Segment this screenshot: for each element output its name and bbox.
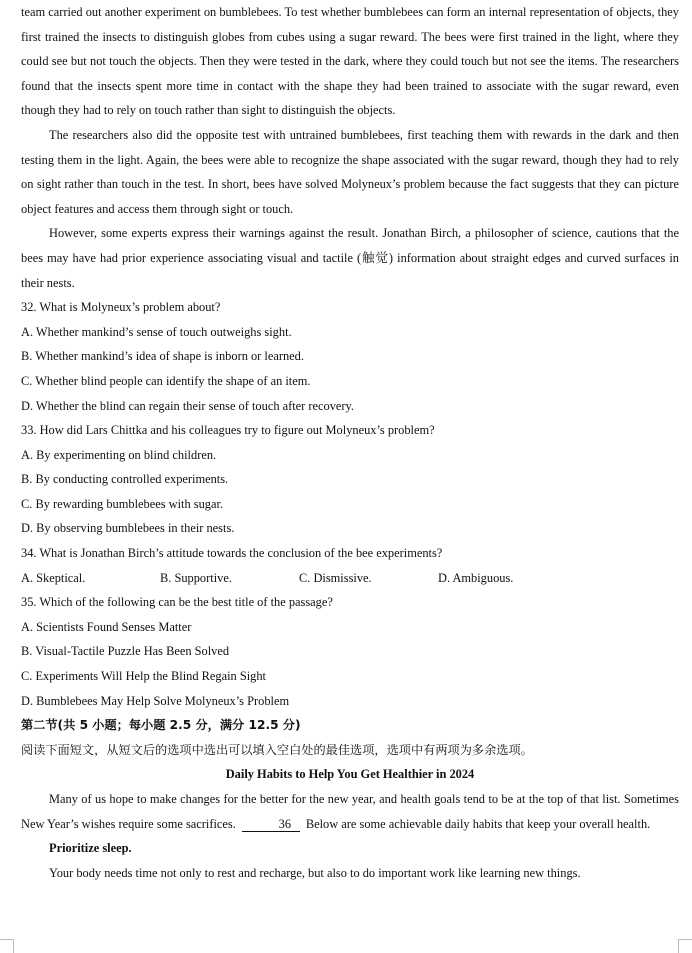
- question-32: [21, 295, 679, 418]
- option-c: C. Dismissive.: [299, 570, 372, 585]
- section-instructions: 阅读下面短文，从短文后的选项中选出可以填入空白处的最佳选项，选项中有两项为多余选项。: [21, 742, 533, 757]
- option-b: B. Supportive.: [160, 570, 232, 585]
- passage-c: [21, 0, 679, 295]
- crop-mark-left: [0, 939, 14, 953]
- passage-paragraph-2: The researchers also did the opposite test with untrained bumblebees, first teaching them with rewards in the dark and then testing them in the light. Again, the bees were able to recognize the shape associated with the sugar reward, though they had to rely on sight rather than touch in the test. In short, bees have solved Molyneux’s problem because the fact suggests that they can picture object features and access them through sight or touch.: [21, 127, 679, 216]
- option-c: C. Whether blind people can identify the shape of an item.: [21, 373, 311, 388]
- passage-title: Daily Habits to Help You Get Healthier in 2024: [225, 767, 475, 782]
- option-b: B. By conducting controlled experiments.: [21, 472, 229, 487]
- passage-paragraph-1: team carried out another experiment on bumblebees. To test whether bumblebees can form an internal representation of objects, they first trained the insects to distinguish globes from cubes using a sugar reward. The bees were first trained in the light, where they could see but not touch the objects. Then they were tested in the dark, where they could touch but not see the items. The researchers found that the insects spent more time in contact with the shape they had been trained to associate with the sugar reward, even though they had to rely on touch rather than sight to distinguish the objects.: [21, 5, 679, 118]
- question-stem: 33. How did Lars Chittka and his colleagues try to figure out Molyneux’s problem?: [21, 423, 435, 438]
- passage-paragraph-3: However, some experts express their warnings against the result. Jonathan Birch, a philosopher of science, cautions that the bees may have had prior experience associating visual and tactile (触觉) information about straight edges and curved surfaces in their nests.: [21, 226, 679, 290]
- option-a: A. Whether mankind’s sense of touch outweighs sight.: [21, 324, 292, 339]
- question-stem: 35. Which of the following can be the best title of the passage?: [21, 595, 333, 610]
- question-34: [21, 541, 679, 590]
- passage-paragraph-2: Your body needs time not only to rest and recharge, but also to do important work like learning new things.: [49, 865, 581, 880]
- question-33: [21, 418, 679, 541]
- question-35: [21, 590, 679, 713]
- option-c: C. Experiments Will Help the Blind Regain Sight: [21, 669, 266, 684]
- blank-36: 36: [242, 817, 300, 832]
- option-c: C. By rewarding bumblebees with sugar.: [21, 496, 224, 511]
- text-before-blank: Many of us hope to make changes for the better for the new year, and health goals tend to be at the top of that list. Sometimes New Year’s wishes require some sacrifices.: [21, 792, 679, 831]
- option-d: D. Ambiguous.: [438, 570, 514, 585]
- option-a: A. Scientists Found Senses Matter: [21, 619, 192, 634]
- option-b: B. Visual-Tactile Puzzle Has Been Solved: [21, 644, 230, 659]
- option-a: A. By experimenting on blind children.: [21, 447, 217, 462]
- option-d: D. Whether the blind can regain their sense of touch after recovery.: [21, 398, 355, 413]
- passage-paragraph-1: [21, 787, 679, 836]
- options-row: [21, 566, 679, 591]
- option-a: A. Skeptical.: [21, 570, 86, 585]
- crop-mark-right: [678, 939, 692, 953]
- section-2: [21, 713, 679, 885]
- question-stem: 32. What is Molyneux’s problem about?: [21, 300, 221, 315]
- option-d: D. Bumblebees May Help Solve Molyneux’s Problem: [21, 693, 290, 708]
- section-heading: 第二节(共 5 小题；每小题 2.5 分，满分 12.5 分): [21, 718, 301, 733]
- subheading: Prioritize sleep.: [49, 841, 132, 856]
- question-stem: 34. What is Jonathan Birch’s attitude towards the conclusion of the bee experiments?: [21, 546, 443, 561]
- option-d: D. By observing bumblebees in their nests.: [21, 521, 235, 536]
- text-after-blank: Below are some achievable daily habits that keep your overall health.: [305, 816, 651, 831]
- option-b: B. Whether mankind’s idea of shape is inborn or learned.: [21, 349, 304, 364]
